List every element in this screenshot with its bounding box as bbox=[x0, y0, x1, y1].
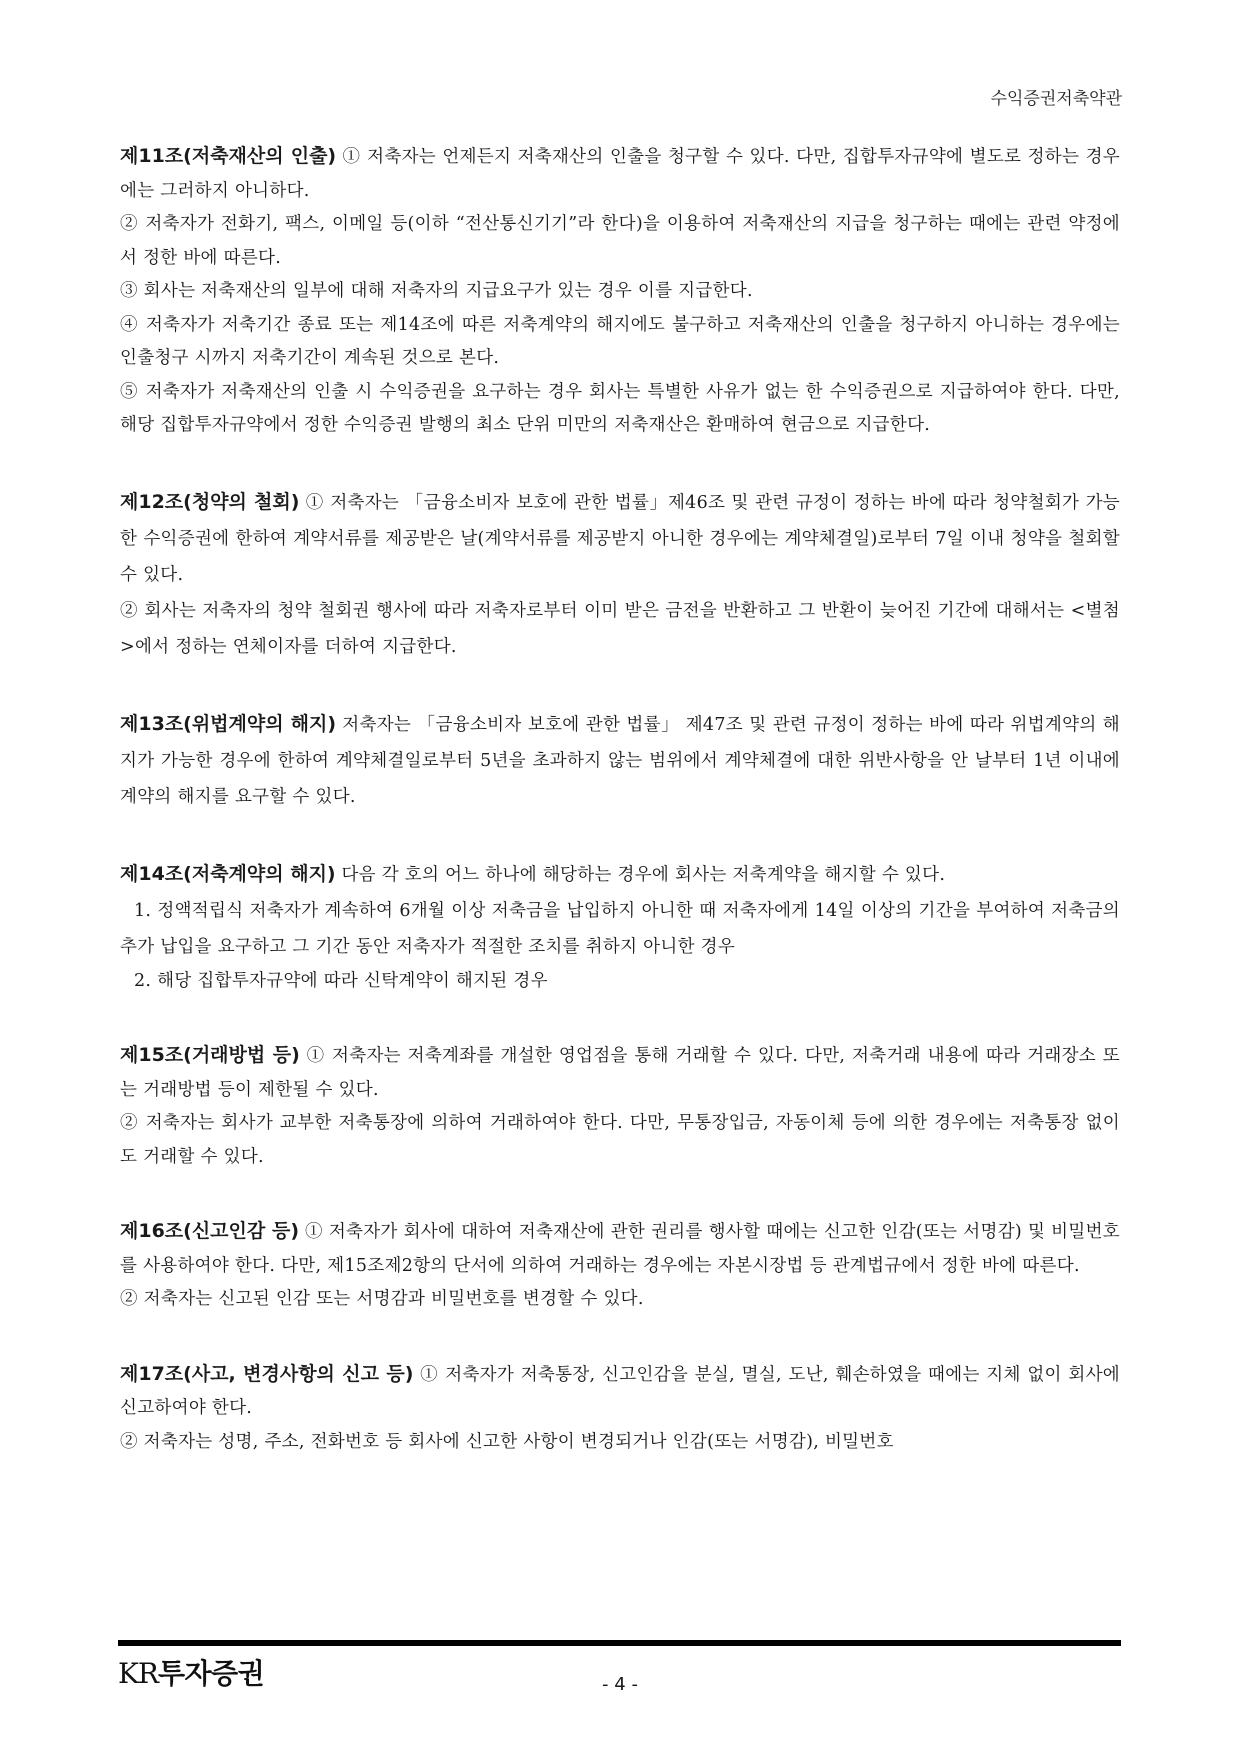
article-spacer bbox=[120, 1174, 1120, 1215]
article-15-heading: 제15조(거래방법 등) bbox=[120, 1044, 300, 1066]
document-body bbox=[120, 140, 1120, 1459]
article-11-clause-1: ① 저축자는 언제든지 저축재산의 인출을 청구할 수 있다. 다만, 집합투자규약에 별도로 정하는 경우에는 그러하지 아니하다. bbox=[120, 147, 1121, 201]
article-13-paragraph bbox=[120, 706, 1120, 815]
article-11 bbox=[120, 140, 1120, 443]
article-12-clause-2: ② 회사는 저축자의 청약 철회권 행사에 따라 저축자로부터 이미 받은 금전을 반환하고 그 반환이 늦어진 기간에 대해서는 <별첨>에서 정하는 연체이자를 더하여 지급한다. bbox=[120, 600, 1120, 657]
article-15-first-paragraph bbox=[120, 1039, 1120, 1107]
article-12-first-paragraph bbox=[120, 484, 1120, 593]
article-spacer bbox=[120, 443, 1120, 484]
article-16-heading: 제16조(신고인감 등) bbox=[120, 1220, 299, 1242]
article-14-item-1: 1. 정액적립식 저축자가 계속하여 6개월 이상 저축금을 납입하지 아니한 때 저축자에게 14일 이상의 기간을 부여하여 저축금의 추가 납입을 요구하고 그 기간 동안 저축자가 적절한 조치를 취하지 아니한 경우 bbox=[120, 900, 1120, 957]
article-17-clause-1: ① 저축자가 저축통장, 신고인감을 분실, 멸실, 도난, 훼손하였을 때에는 지체 없이 회사에 신고하여야 한다. bbox=[120, 1364, 1120, 1418]
document-header-title: 수익증권저축약관 bbox=[990, 89, 1122, 109]
article-11-clause-5: ⑤ 저축자가 저축재산의 인출 시 수익증권을 요구하는 경우 회사는 특별한 사유가 없는 한 수익증권으로 지급하여야 한다. 다만, 해당 집합투자규약에서 정한 수익증권 발행의 최소 단위 미만의 저축재산은 환매하여 현금으로 지급한다. bbox=[120, 381, 1120, 435]
article-14-paragraph bbox=[120, 856, 1120, 893]
article-14 bbox=[120, 856, 1120, 999]
article-16 bbox=[120, 1215, 1120, 1317]
article-15-clause-2: ② 저축자는 회사가 교부한 저축통장에 의하여 거래하여야 한다. 다만, 무통장입금, 자동이체 등에 의한 경우에는 저축통장 없이도 거래할 수 있다. bbox=[120, 1113, 1120, 1167]
article-spacer bbox=[120, 665, 1120, 706]
footer-divider bbox=[118, 1640, 1121, 1646]
article-16-clause-2: ② 저축자는 신고된 인감 또는 서명감과 비밀번호를 변경할 수 있다. bbox=[120, 1289, 644, 1309]
article-17 bbox=[120, 1358, 1120, 1460]
article-spacer bbox=[120, 998, 1120, 1039]
article-14-body: 다음 각 호의 어느 하나에 해당하는 경우에 회사는 저축계약을 해지할 수 있다. bbox=[335, 864, 946, 885]
article-17-clause-2: ② 저축자는 성명, 주소, 전화번호 등 회사에 신고한 사항이 변경되거나 인감(또는 서명감), 비밀번호 bbox=[120, 1431, 894, 1452]
article-11-first-paragraph bbox=[120, 140, 1120, 208]
article-13 bbox=[120, 706, 1120, 815]
page-number: - 4 - bbox=[602, 1674, 638, 1695]
article-13-heading: 제13조(위법계약의 해지) bbox=[120, 712, 337, 735]
company-logo-kr: KR bbox=[118, 1657, 158, 1690]
company-logo-text: 투자증권 bbox=[158, 1657, 265, 1690]
article-16-first-paragraph bbox=[120, 1215, 1120, 1283]
article-12-heading: 제12조(청약의 철회) bbox=[120, 490, 300, 513]
article-12-clause-1: ① 저축자는 「금융소비자 보호에 관한 법률」제46조 및 관련 규정이 정하는 바에 따라 청약철회가 가능한 수익증권에 한하여 계약서류를 제공받은 날(계약서류를 제공받지 아니한 경우에는 계약체결일)로부터 7일 이내 청약을 철회할 수 있다. bbox=[120, 492, 1120, 585]
article-spacer bbox=[120, 815, 1120, 856]
article-17-first-paragraph bbox=[120, 1358, 1120, 1426]
article-14-item-2: 2. 해당 집합투자규약에 따라 신탁계약이 해지된 경우 bbox=[134, 970, 548, 991]
article-16-clause-1: ① 저축자가 회사에 대하여 저축재산에 관한 권리를 행사할 때에는 신고한 인감(또는 서명감) 및 비밀번호를 사용하여야 한다. 다만, 제15조제2항의 단서에 의하여 거래하는 경우에는 자본시장법 등 관계법규에서 정한 바에 따른다. bbox=[120, 1222, 1120, 1276]
article-11-heading: 제11조(저축재산의 인출) bbox=[120, 145, 337, 167]
article-15 bbox=[120, 1039, 1120, 1174]
article-11-clause-2: ② 저축자가 전화기, 팩스, 이메일 등(이하 “전산통신기기”라 한다)을 이용하여 저축재산의 지급을 청구하는 때에는 관련 약정에서 정한 바에 따른다. bbox=[120, 214, 1120, 268]
article-14-heading: 제14조(저축계약의 해지) bbox=[120, 862, 336, 885]
article-12 bbox=[120, 484, 1120, 665]
article-11-clause-4: ④ 저축자가 저축기간 종료 또는 제14조에 따른 저축계약의 해지에도 불구하고 저축재산의 인출을 청구하지 아니하는 경우에는 인출청구 시까지 저축기간이 계속된 것으로 본다. bbox=[120, 314, 1120, 368]
article-11-clause-3: ③ 회사는 저축재산의 일부에 대해 저축자의 지급요구가 있는 경우 이를 지급한다. bbox=[120, 281, 753, 301]
article-17-heading: 제17조(사고, 변경사항의 신고 등) bbox=[120, 1362, 414, 1385]
article-15-clause-1: ① 저축자는 저축계좌를 개설한 영업점을 통해 거래할 수 있다. 다만, 저축거래 내용에 따라 거래장소 또는 거래방법 등이 제한될 수 있다. bbox=[120, 1046, 1120, 1100]
article-13-body: 저축자는 「금융소비자 보호에 관한 법률」 제47조 및 관련 규정이 정하는 바에 따라 위법계약의 해지가 가능한 경우에 한하여 계약체결일로부터 5년을 초과하지 않는 범위에서 계약체결에 대한 위반사항을 안 날부터 1년 이내에 계약의 해지를 요구할 수 있다. bbox=[120, 714, 1120, 807]
article-spacer bbox=[120, 1317, 1120, 1358]
